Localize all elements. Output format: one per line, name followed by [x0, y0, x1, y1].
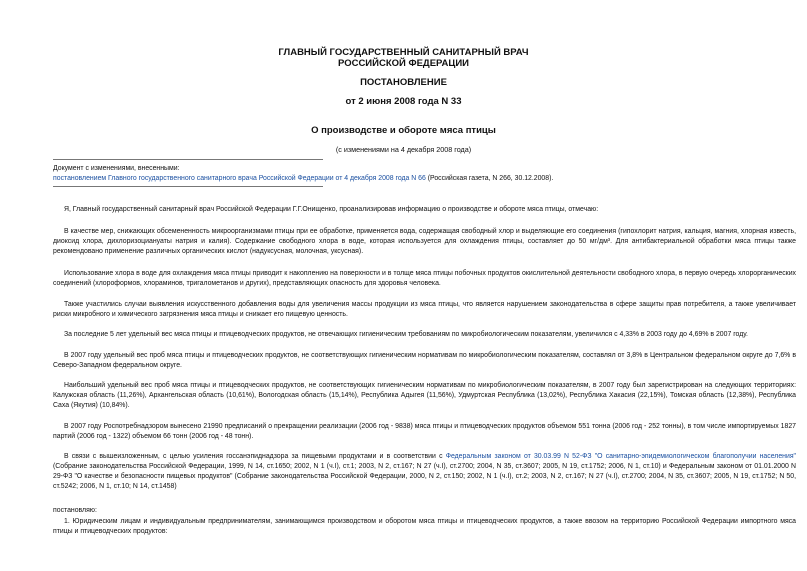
document-type: ПОСТАНОВЛЕНИЕ [360, 77, 447, 88]
paragraph-2007-districts: В 2007 году удельный вес проб мяса птицы и птицеводческих продуктов, не соответствующих гигиеническим нормативам по микробиологическим показателям, составлял от 3,8% в Центральном федеральном округе до 7,6% в Северо-Западном федеральном округе. [53, 352, 796, 369]
paragraph-5-year-stats: За последние 5 лет удельный вес мяса птицы и птицеводческих продуктов, не отвечающих гигиеническим требованиям по микробиологическим показателям, увеличился с 4,33% в 2003 году до 4,69% в 2007 году. [64, 331, 748, 338]
federal-law-link[interactable]: Федеральным законом от 30.03.99 N 52-ФЗ "О санитарно-эпидемиологическом благополучии населения" [445, 453, 796, 460]
changes-bottom-divider [53, 186, 323, 187]
document-date: от 2 июня 2008 года N 33 [345, 96, 462, 107]
org-name-line2: РОССИЙСКОЙ ФЕДЕРАЦИИ [337, 58, 469, 69]
document-title: О производстве и обороте мяса птицы [311, 125, 496, 136]
changes-top-divider [53, 159, 323, 160]
paragraph-item-1: 1. Юридическим лицам и индивидуальным предпринимателям, занимающимся производством и оборотом мяса птицы и птицеводческих продуктов, а также ввозом на территорию Российской Федерации импортного мяса птицы и птицеводческих продуктов: [53, 518, 796, 535]
paragraph-2007-regions: Наибольший удельный вес проб мяса птицы и птицеводческих продуктов, не соответствующих гигиеническим нормативам по микробиологическим показателям, в 2007 году был зарегистрирован на следующих территориях: Калужская область (11,26%), Архангельская область (10,61%), Вологодская область (15,14%), Республика Адыгея (11,56%), Удмуртская Республика (13,02%), Республика Хакасия (22,15%), Томская область (12,38%), Республика Саха (Якутия) (10,84%). [53, 382, 796, 409]
changes-intro: Документ с изменениями, внесенными: [53, 165, 180, 172]
paragraph-chlorine-use: В качестве мер, снижающих обсемененность микроорганизмами птицы при ее обработке, применяется вода, содержащая свободный хлор и выделяющие его соединения (гипохлорит натрия, кальция, магния, хлорная известь, диоксид хлора, дихлоризоциануаты натрия и калия). Содержание свободного хлора в воде, которая используется для охлаждения птицы, составляет до 50 мг/дм³. Для антибактериальной обработки мяса птицы также рекомендовано применение различных органических кислот (надуксусная, молочная, уксусная). [53, 228, 796, 255]
paragraph-intro: Я, Главный государственный санитарный врач Российской Федерации Г.Г.Онищенко, проанализировав информацию о производстве и обороте мяса птицы, отмечаю: [64, 206, 599, 213]
revision-note: (с изменениями на 4 декабря 2008 года) [335, 145, 472, 154]
resolution-word: постановляю: [53, 507, 97, 514]
org-name-line1: ГЛАВНЫЙ ГОСУДАРСТВЕННЫЙ САНИТАРНЫЙ ВРАЧ [278, 47, 529, 58]
amendment-source: (Российская газета, N 266, 30.12.2008). [425, 175, 554, 182]
paragraph-legal-basis: В связи с вышеизложенным, с целью усиления госсанэпиднадзора за пищевыми продуктами и в соответствии с Федеральным законом от 30.03.99 N 52-ФЗ "О санитарно-эпидемиологическом благополучии населения" (Собрание законодательства Российской Федерации, 1999, N 14, ст.1650; 2002, N 1 (ч.I), ст.1; 2003, N 2, ст.167; N 27 (ч.I), ст.2700; 2004, N 35, ст.3607; 2005, N 19, ст.1752; 2006, N 1, ст.10) и Федеральным законом от 01.01.2000 N 29-ФЗ "О качестве и безопасности пищевых продуктов" (Собрание законодательства Российской Федерации, 2000, N 2, ст.150; 2002, N 1 (ч.I), ст.2; 2003, N 2, ст.167; N 27 (ч.I), ст.2700; 2004, N 35, ст.3607; 2005, N 19, ст.1752; N 50, ст.5242; 2006, N 1, ст.10; N 14, ст.1458) [53, 453, 796, 490]
paragraph-rospotrebnadzor: В 2007 году Роспотребнадзором вынесено 21990 предписаний о прекращении реализации (2006 год - 9838) мяса птицы и птицеводческих продуктов объемом 551 тонна (2006 год - 252 тонны), в том числе импортируемых 1827 партий (2006 год - 1322) объемом 66 тонн (2006 год - 48 тонн). [53, 423, 796, 440]
paragraph-chlorine-risk: Использование хлора в воде для охлаждения мяса птицы приводит к накоплению на поверхности и в толще мяса птицы побочных продуктов окислительной деятельности свободного хлора, в первую очередь хлорорганических соединений (хлороформов, хлораминов, тригалометанов и других), представляющих опасность для здоровья человека. [53, 270, 796, 287]
paragraph-water-adding: Также участились случаи выявления искусственного добавления воды для увеличения массы продукции из мяса птицы, что является нарушением законодательства в сфере защиты прав потребителя, а также увеличивает риски микробного и химического загрязнения мяса птицы и снижает его пищевую ценность. [53, 301, 796, 318]
changes-entry [53, 174, 796, 184]
amendment-link[interactable]: постановлением Главного государственного санитарного врача Российской Федерации от 4 декабря 2008 года N 66 [53, 175, 426, 182]
